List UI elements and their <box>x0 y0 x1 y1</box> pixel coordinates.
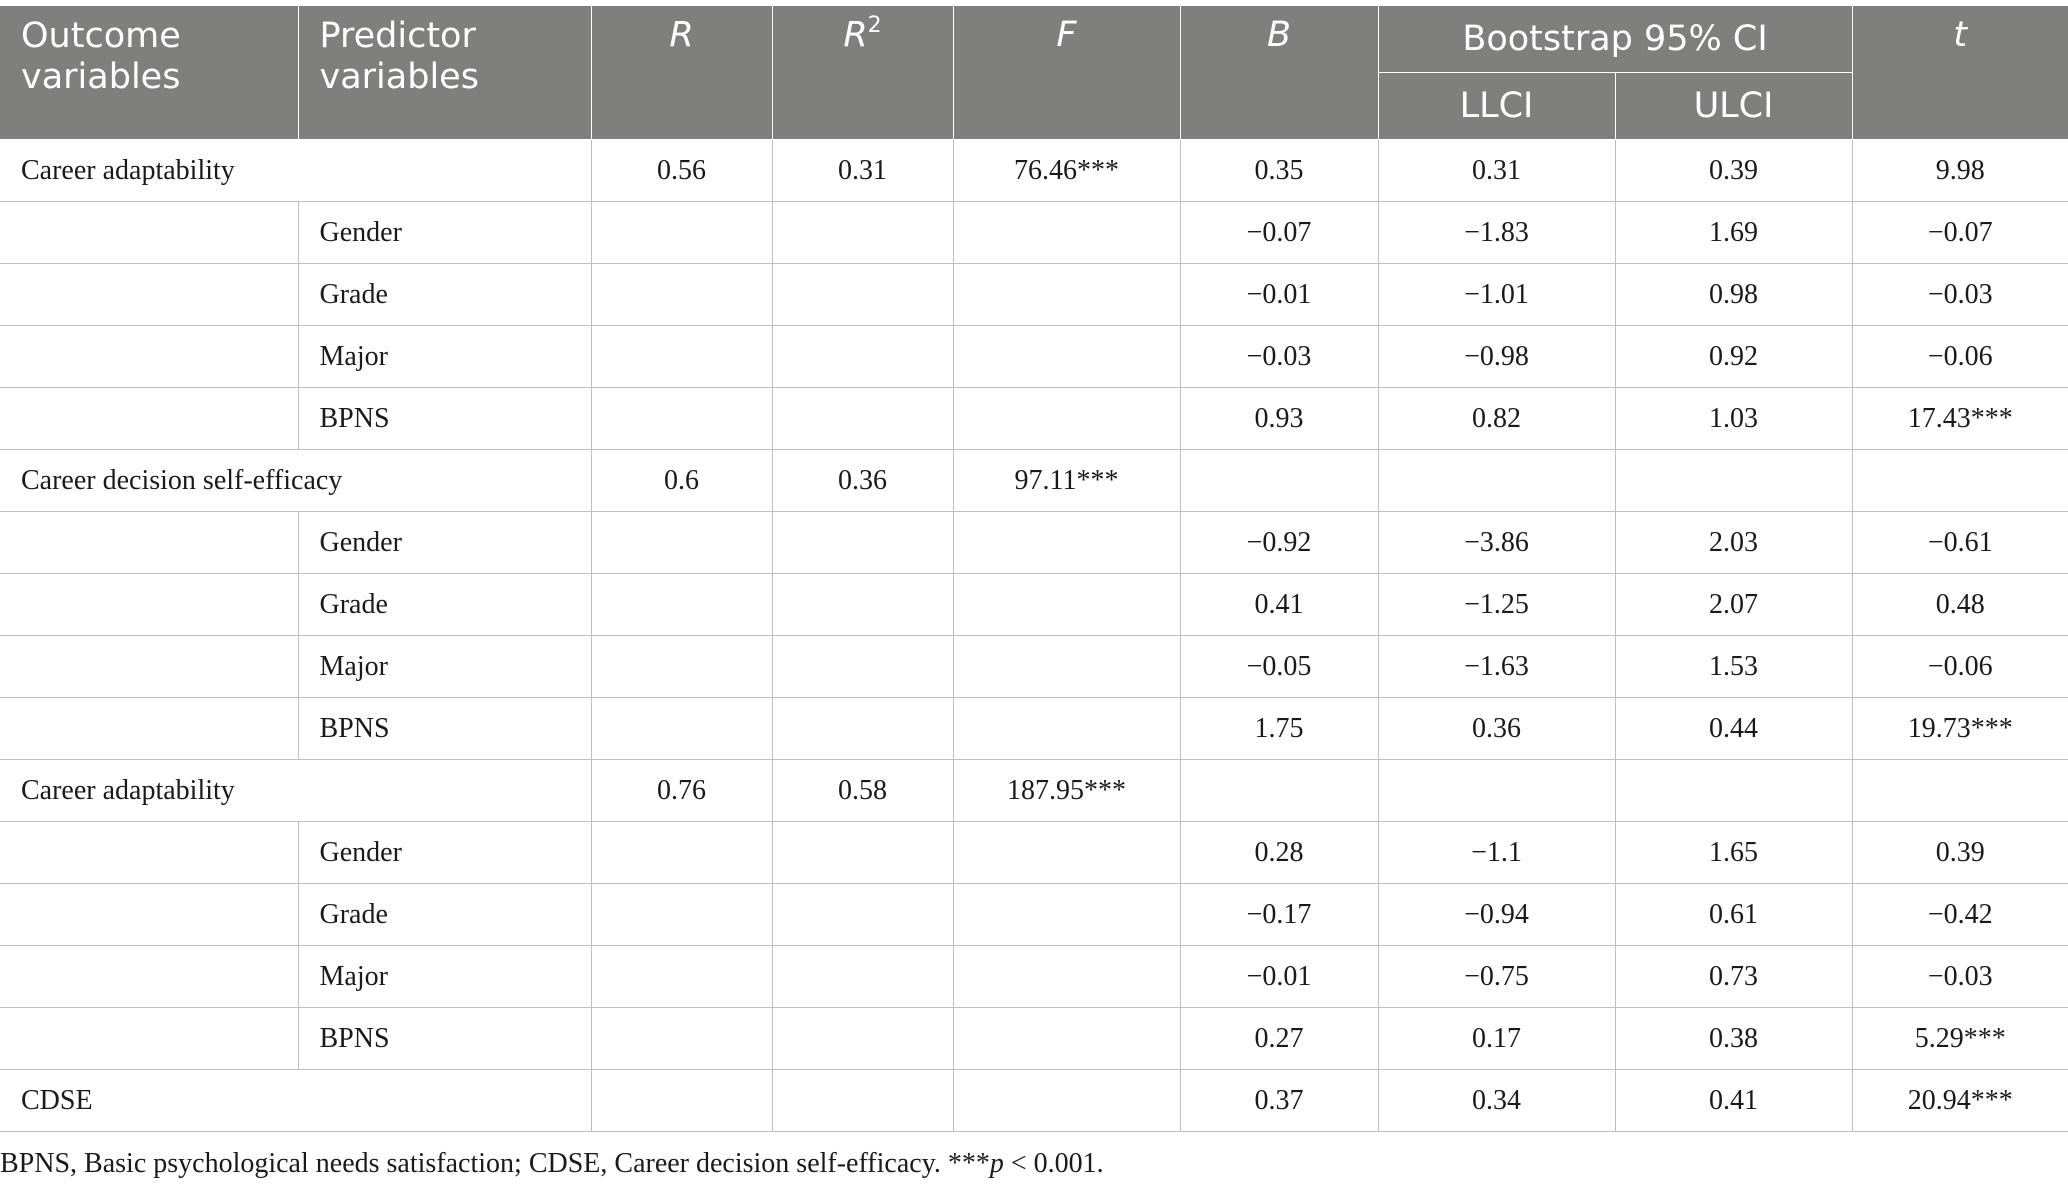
cell-predictor: Major <box>298 326 591 388</box>
cell-r2 <box>772 326 953 388</box>
cell-b: 0.27 <box>1180 1008 1378 1070</box>
cell-outcome <box>0 202 298 264</box>
cell-ulci <box>1615 760 1852 822</box>
cell-ulci: 0.38 <box>1615 1008 1852 1070</box>
table-row <box>0 946 2068 1008</box>
cell-ulci: 1.53 <box>1615 636 1852 698</box>
cell-b: 0.41 <box>1180 574 1378 636</box>
cell-b: −0.17 <box>1180 884 1378 946</box>
cell-r: 0.6 <box>591 450 772 512</box>
cell-outcome: Career adaptability <box>0 140 591 202</box>
cell-b <box>1180 760 1378 822</box>
table-row <box>0 264 2068 326</box>
col-header-llci: LLCI <box>1378 73 1615 140</box>
cell-r <box>591 636 772 698</box>
cell-r <box>591 264 772 326</box>
cell-llci: −1.25 <box>1378 574 1615 636</box>
cell-predictor: Gender <box>298 822 591 884</box>
cell-r2 <box>772 884 953 946</box>
cell-r2 <box>772 822 953 884</box>
cell-t: −0.42 <box>1852 884 2068 946</box>
col-header-t: t <box>1852 6 2068 140</box>
cell-llci: −1.63 <box>1378 636 1615 698</box>
cell-outcome: Career adaptability <box>0 760 591 822</box>
cell-t: 0.39 <box>1852 822 2068 884</box>
cell-t: 9.98 <box>1852 140 2068 202</box>
cell-ulci: 0.61 <box>1615 884 1852 946</box>
cell-f: 187.95*** <box>953 760 1180 822</box>
cell-ulci: 0.92 <box>1615 326 1852 388</box>
cell-outcome <box>0 1008 298 1070</box>
cell-r2 <box>772 946 953 1008</box>
cell-llci: −0.94 <box>1378 884 1615 946</box>
cell-r <box>591 574 772 636</box>
cell-predictor: BPNS <box>298 1008 591 1070</box>
cell-r2: 0.31 <box>772 140 953 202</box>
cell-f <box>953 698 1180 760</box>
cell-f <box>953 264 1180 326</box>
cell-t: −0.03 <box>1852 264 2068 326</box>
cell-ulci: 1.65 <box>1615 822 1852 884</box>
cell-ulci: 1.03 <box>1615 388 1852 450</box>
cell-ulci: 2.03 <box>1615 512 1852 574</box>
cell-f <box>953 388 1180 450</box>
cell-t: −0.61 <box>1852 512 2068 574</box>
cell-b: −0.07 <box>1180 202 1378 264</box>
cell-outcome <box>0 884 298 946</box>
cell-llci: −1.83 <box>1378 202 1615 264</box>
table-row <box>0 574 2068 636</box>
cell-b: −0.01 <box>1180 946 1378 1008</box>
cell-b: −0.92 <box>1180 512 1378 574</box>
cell-b: −0.03 <box>1180 326 1378 388</box>
col-header-r: R <box>591 6 772 140</box>
table-row <box>0 636 2068 698</box>
cell-t: 20.94*** <box>1852 1070 2068 1132</box>
cell-ulci: 0.39 <box>1615 140 1852 202</box>
cell-r2 <box>772 388 953 450</box>
cell-f <box>953 202 1180 264</box>
table-footnote: BPNS, Basic psychological needs satisfaction; CDSE, Career decision self-efficacy. ***p < 0.001. <box>0 1148 1104 1179</box>
table-row <box>0 450 2068 512</box>
table-row <box>0 512 2068 574</box>
cell-ulci: 2.07 <box>1615 574 1852 636</box>
cell-b: 0.28 <box>1180 822 1378 884</box>
cell-r2 <box>772 698 953 760</box>
cell-r <box>591 512 772 574</box>
table-row <box>0 1070 2068 1132</box>
cell-outcome <box>0 512 298 574</box>
col-header-predictor: Predictor variables <box>298 6 591 140</box>
cell-t: −0.07 <box>1852 202 2068 264</box>
cell-llci: 0.82 <box>1378 388 1615 450</box>
cell-outcome <box>0 388 298 450</box>
cell-ulci: 1.69 <box>1615 202 1852 264</box>
cell-outcome <box>0 946 298 1008</box>
col-header-bootstrap-ci: Bootstrap 95% CI <box>1378 6 1852 73</box>
cell-f <box>953 326 1180 388</box>
cell-b: −0.05 <box>1180 636 1378 698</box>
cell-r <box>591 326 772 388</box>
col-header-f: F <box>953 6 1180 140</box>
cell-r <box>591 884 772 946</box>
cell-b: 0.93 <box>1180 388 1378 450</box>
cell-t: −0.06 <box>1852 636 2068 698</box>
cell-llci: 0.31 <box>1378 140 1615 202</box>
cell-llci <box>1378 760 1615 822</box>
cell-outcome <box>0 574 298 636</box>
cell-outcome: Career decision self-efficacy <box>0 450 591 512</box>
cell-r: 0.76 <box>591 760 772 822</box>
cell-f <box>953 512 1180 574</box>
cell-outcome <box>0 264 298 326</box>
cell-predictor: Gender <box>298 202 591 264</box>
table-row <box>0 698 2068 760</box>
cell-f <box>953 1070 1180 1132</box>
cell-llci: −1.01 <box>1378 264 1615 326</box>
cell-f <box>953 1008 1180 1070</box>
cell-r2 <box>772 202 953 264</box>
table-header <box>0 6 2068 140</box>
cell-predictor: Grade <box>298 884 591 946</box>
cell-r <box>591 946 772 1008</box>
table-row <box>0 760 2068 822</box>
cell-f <box>953 574 1180 636</box>
cell-t: 19.73*** <box>1852 698 2068 760</box>
cell-b: 0.35 <box>1180 140 1378 202</box>
cell-predictor: Grade <box>298 264 591 326</box>
cell-ulci: 0.98 <box>1615 264 1852 326</box>
cell-r2 <box>772 636 953 698</box>
regression-table <box>0 5 2068 1132</box>
cell-r <box>591 1008 772 1070</box>
cell-llci: 0.34 <box>1378 1070 1615 1132</box>
cell-r2 <box>772 1070 953 1132</box>
cell-ulci: 0.41 <box>1615 1070 1852 1132</box>
table-row <box>0 884 2068 946</box>
cell-r <box>591 698 772 760</box>
cell-predictor: BPNS <box>298 388 591 450</box>
cell-predictor: BPNS <box>298 698 591 760</box>
table-row <box>0 202 2068 264</box>
cell-ulci <box>1615 450 1852 512</box>
cell-t: −0.03 <box>1852 946 2068 1008</box>
cell-r <box>591 202 772 264</box>
cell-t: −0.06 <box>1852 326 2068 388</box>
table-row <box>0 326 2068 388</box>
cell-r2 <box>772 264 953 326</box>
cell-r2: 0.36 <box>772 450 953 512</box>
cell-ulci: 0.73 <box>1615 946 1852 1008</box>
cell-ulci: 0.44 <box>1615 698 1852 760</box>
cell-llci: −1.1 <box>1378 822 1615 884</box>
cell-outcome: CDSE <box>0 1070 591 1132</box>
table-row <box>0 822 2068 884</box>
cell-r <box>591 822 772 884</box>
cell-llci: 0.36 <box>1378 698 1615 760</box>
cell-b: 0.37 <box>1180 1070 1378 1132</box>
table-row <box>0 388 2068 450</box>
col-header-b: B <box>1180 6 1378 140</box>
cell-outcome <box>0 326 298 388</box>
cell-llci: 0.17 <box>1378 1008 1615 1070</box>
cell-r2 <box>772 512 953 574</box>
cell-r2 <box>772 574 953 636</box>
table-row <box>0 1008 2068 1070</box>
cell-f <box>953 946 1180 1008</box>
col-header-ulci: ULCI <box>1615 73 1852 140</box>
cell-t <box>1852 450 2068 512</box>
cell-outcome <box>0 698 298 760</box>
cell-r <box>591 1070 772 1132</box>
cell-llci: −0.75 <box>1378 946 1615 1008</box>
cell-predictor: Grade <box>298 574 591 636</box>
cell-t: 0.48 <box>1852 574 2068 636</box>
cell-r <box>591 388 772 450</box>
cell-b: 1.75 <box>1180 698 1378 760</box>
cell-r: 0.56 <box>591 140 772 202</box>
cell-f: 97.11*** <box>953 450 1180 512</box>
cell-t <box>1852 760 2068 822</box>
cell-f: 76.46*** <box>953 140 1180 202</box>
cell-r2: 0.58 <box>772 760 953 822</box>
cell-llci <box>1378 450 1615 512</box>
cell-f <box>953 884 1180 946</box>
col-header-r-squared: $R^2$ <box>772 6 953 140</box>
col-header-outcome: Outcome variables <box>0 6 298 140</box>
cell-f <box>953 636 1180 698</box>
cell-f <box>953 822 1180 884</box>
cell-r2 <box>772 1008 953 1070</box>
cell-t: 17.43*** <box>1852 388 2068 450</box>
cell-predictor: Major <box>298 636 591 698</box>
table-row <box>0 140 2068 202</box>
table-body <box>0 140 2068 1132</box>
cell-predictor: Gender <box>298 512 591 574</box>
cell-llci: −3.86 <box>1378 512 1615 574</box>
cell-llci: −0.98 <box>1378 326 1615 388</box>
cell-predictor: Major <box>298 946 591 1008</box>
cell-outcome <box>0 822 298 884</box>
cell-t: 5.29*** <box>1852 1008 2068 1070</box>
cell-b: −0.01 <box>1180 264 1378 326</box>
cell-outcome <box>0 636 298 698</box>
cell-b <box>1180 450 1378 512</box>
